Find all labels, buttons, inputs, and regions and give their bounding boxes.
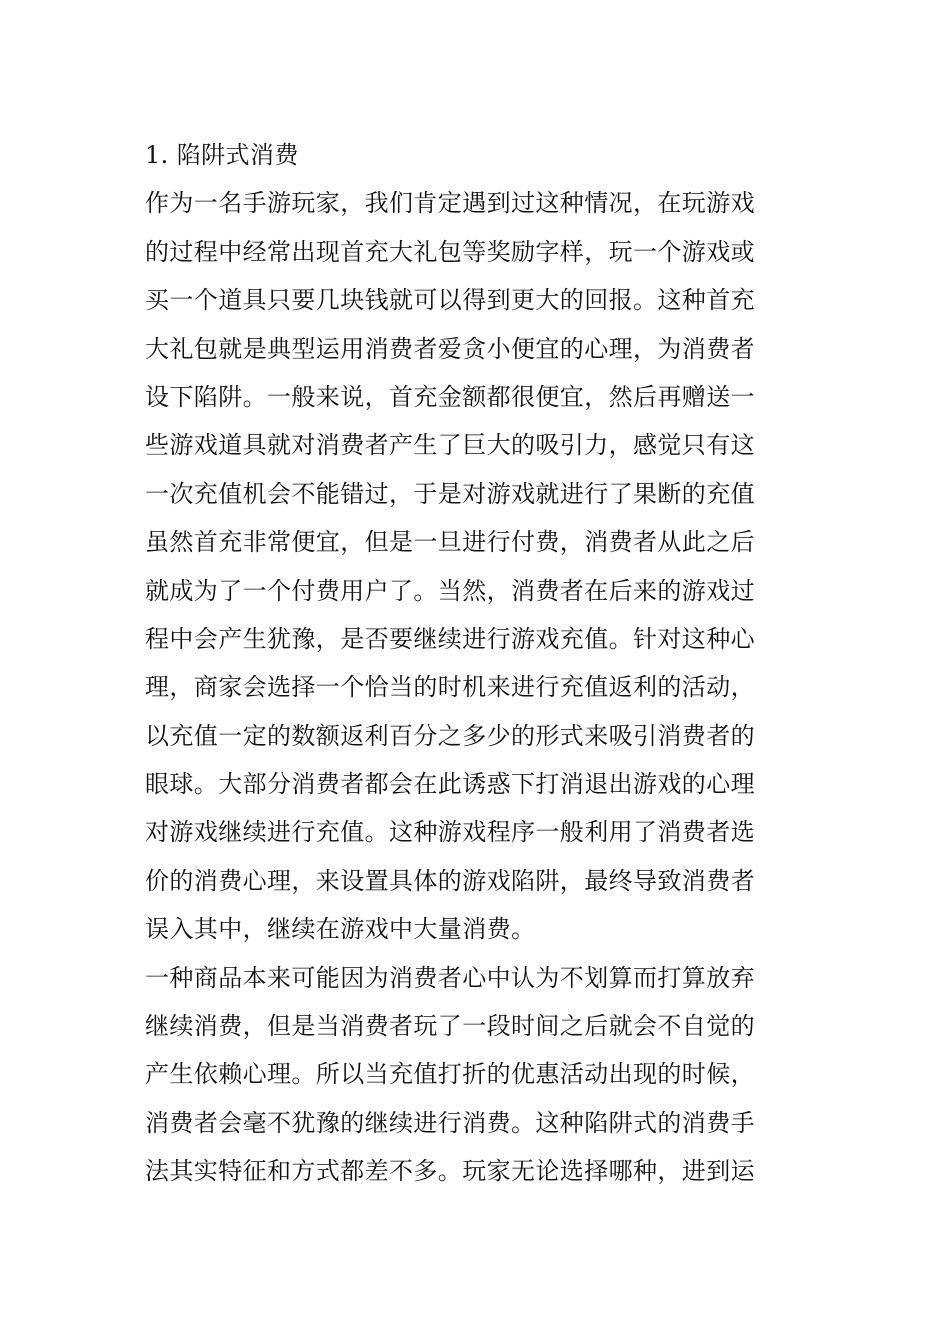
text-line: 虽然首充非常便宜，但是一旦进行付费，消费者从此之后 bbox=[145, 528, 755, 557]
text-line: 理，商家会选择一个恰当的时机来进行充值返利的活动， bbox=[145, 673, 755, 702]
text-line: 大礼包就是典型运用消费者爱贪小便宜的心理，为消费者 bbox=[145, 334, 755, 363]
text-line: 买一个道具只要几块钱就可以得到更大的回报。这种首充 bbox=[145, 286, 755, 315]
text-line: 的过程中经常出现首充大礼包等奖励字样，玩一个游戏或 bbox=[145, 237, 755, 266]
text-line: 程中会产生犹豫，是否要继续进行游戏充值。针对这种心 bbox=[145, 624, 755, 653]
text-line: 价的消费心理，来设置具体的游戏陷阱，最终导致消费者 bbox=[145, 866, 755, 895]
text-line: 继续消费，但是当消费者玩了一段时间之后就会不自觉的 bbox=[145, 1012, 755, 1041]
section-heading: 1. 陷阱式消费 bbox=[145, 141, 299, 169]
text-line: 眼球。大部分消费者都会在此诱惑下打消退出游戏的心理 bbox=[145, 770, 755, 799]
text-line: 作为一名手游玩家，我们肯定遇到过这种情况，在玩游戏 bbox=[145, 189, 755, 218]
text-line: 些游戏道具就对消费者产生了巨大的吸引力，感觉只有这 bbox=[145, 431, 755, 460]
text-line: 就成为了一个付费用户了。当然，消费者在后来的游戏过 bbox=[145, 576, 755, 605]
text-line: 以充值一定的数额返利百分之多少的形式来吸引消费者的 bbox=[145, 721, 755, 750]
text-line: 对游戏继续进行充值。这种游戏程序一般利用了消费者选 bbox=[145, 818, 755, 847]
text-line: 一次充值机会不能错过，于是对游戏就进行了果断的充值 bbox=[145, 479, 755, 508]
text-line: 产生依赖心理。所以当充值打折的优惠活动出现的时候， bbox=[145, 1060, 755, 1089]
document-body bbox=[145, 131, 845, 1196]
text-line: 消费者会毫不犹豫的继续进行消费。这种陷阱式的消费手 bbox=[145, 1108, 755, 1137]
text-line: 误入其中，继续在游戏中大量消费。 bbox=[145, 915, 536, 944]
text-line: 一种商品本来可能因为消费者心中认为不划算而打算放弃 bbox=[145, 963, 755, 992]
text-line: 设下陷阱。一般来说，首充金额都很便宜，然后再赠送一 bbox=[145, 382, 755, 411]
text-line: 法其实特征和方式都差不多。玩家无论选择哪种，进到运 bbox=[145, 1157, 755, 1186]
